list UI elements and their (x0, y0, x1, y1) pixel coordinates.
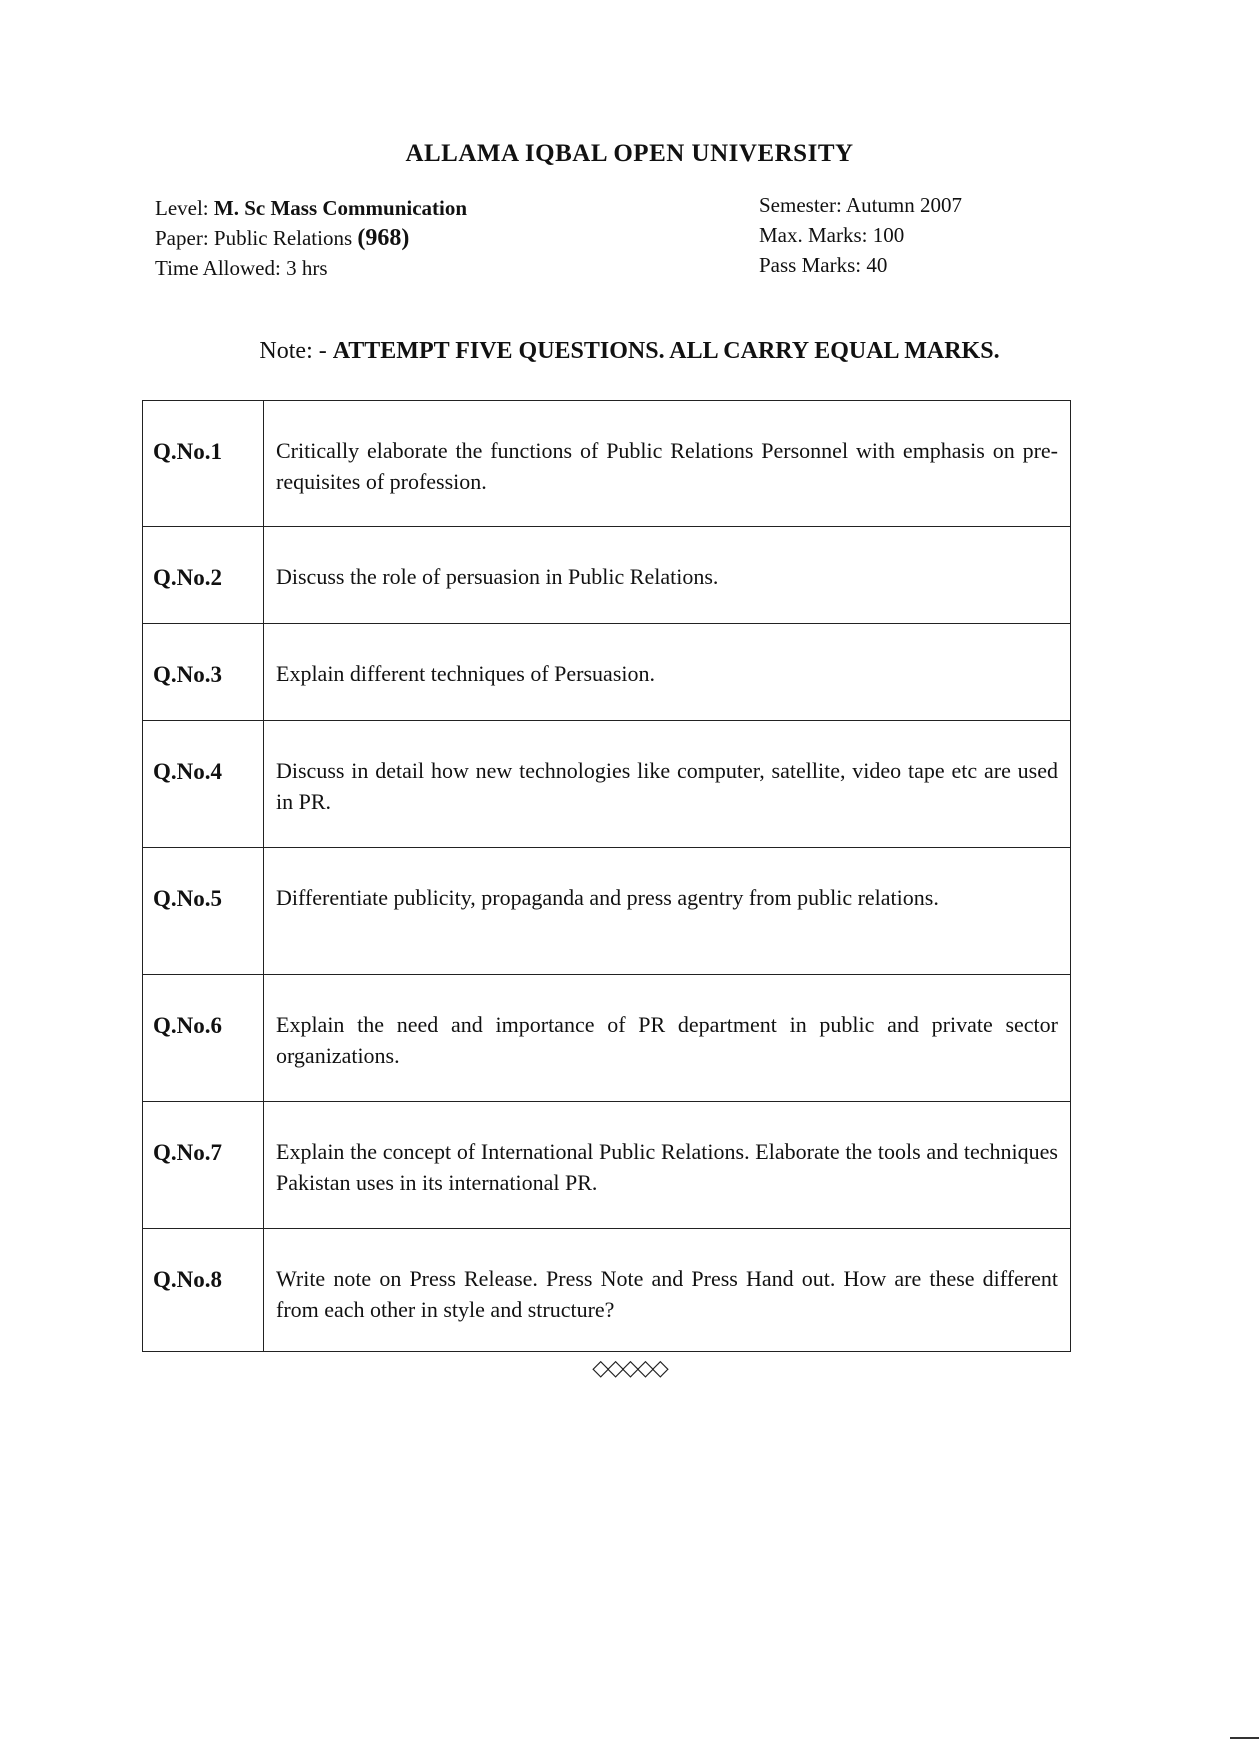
question-number: Q.No.5 (143, 848, 264, 975)
question-row (143, 1102, 1071, 1229)
level-row (155, 193, 467, 223)
question-text: Critically elaborate the functions of Public Relations Personnel with emphasis on pre-requisites of profession. (264, 401, 1071, 527)
exam-details-right (759, 190, 962, 280)
question-row (143, 527, 1071, 624)
question-text: Write note on Press Release. Press Note and Press Hand out. How are these different from each other in style and structure? (264, 1229, 1071, 1352)
question-text: Differentiate publicity, propaganda and press agentry from public relations. (264, 848, 1071, 975)
question-text: Discuss in detail how new technologies like computer, satellite, video tape etc are used in PR. (264, 721, 1071, 848)
question-text: Explain the need and importance of PR department in public and private sector organizations. (264, 975, 1071, 1102)
question-row (143, 975, 1071, 1102)
university-title: ALLAMA IQBAL OPEN UNIVERSITY (405, 140, 854, 167)
paper-name: Public Relations (213, 226, 353, 250)
question-number: Q.No.3 (143, 624, 264, 721)
question-number: Q.No.2 (143, 527, 264, 624)
end-separator: ◇◇◇◇◇ (592, 1356, 667, 1381)
instructions-note (0, 338, 1259, 365)
note-label: Note: - (259, 338, 327, 364)
level-value: M. Sc Mass Communication (213, 196, 468, 220)
question-row (143, 624, 1071, 721)
paper-label: Paper: (155, 226, 209, 250)
max-marks: Max. Marks: 100 (759, 223, 905, 247)
question-number: Q.No.8 (143, 1229, 264, 1352)
question-text: Explain the concept of International Public Relations. Elaborate the tools and techniques Pakistan uses in its international PR. (264, 1102, 1071, 1229)
question-row (143, 848, 1071, 975)
question-number: Q.No.1 (143, 401, 264, 527)
level-label: Level: (155, 196, 209, 220)
note-text: ATTEMPT FIVE QUESTIONS. ALL CARRY EQUAL MARKS. (332, 338, 1000, 364)
paper-code: (968) (357, 225, 410, 251)
question-text: Explain different techniques of Persuasion. (264, 624, 1071, 721)
question-row (143, 721, 1071, 848)
questions-table (142, 400, 1071, 1352)
question-text: Discuss the role of persuasion in Public Relations. (264, 527, 1071, 624)
question-row (143, 1229, 1071, 1352)
question-number: Q.No.6 (143, 975, 264, 1102)
scan-mark (1230, 1737, 1259, 1739)
pass-marks: Pass Marks: 40 (759, 253, 888, 277)
question-row (143, 401, 1071, 527)
paper-row (155, 223, 467, 253)
semester: Semester: Autumn 2007 (759, 193, 962, 217)
question-number: Q.No.7 (143, 1102, 264, 1229)
time-allowed: Time Allowed: 3 hrs (155, 256, 328, 280)
exam-details-left (155, 193, 467, 283)
question-number: Q.No.4 (143, 721, 264, 848)
